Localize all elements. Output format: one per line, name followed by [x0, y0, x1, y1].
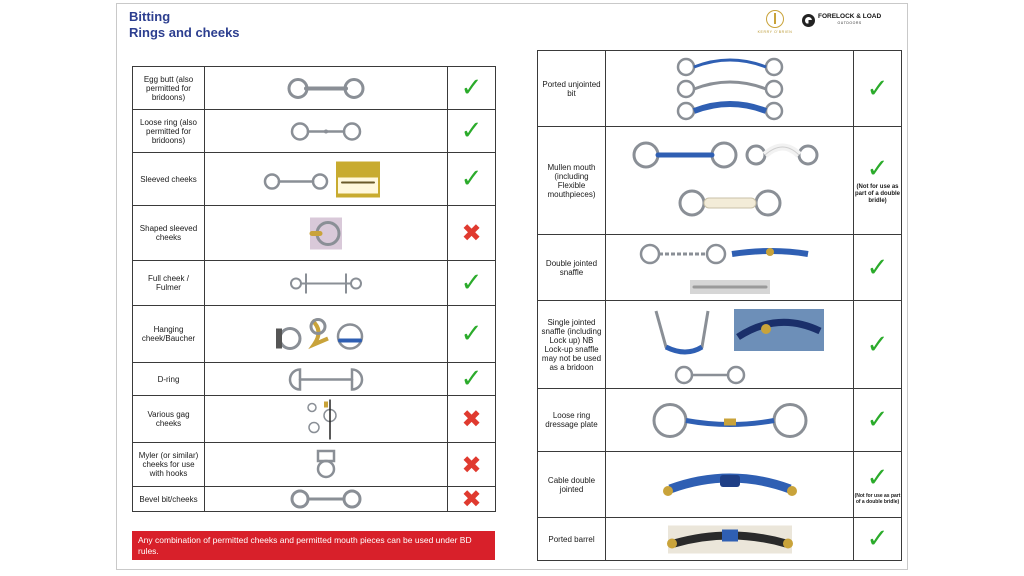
bit-image [206, 397, 446, 442]
bit-illustration [308, 399, 336, 439]
bit-type-label: Shaped sleeved cheeks [133, 206, 205, 261]
bit-image [206, 111, 446, 152]
bit-row [538, 235, 902, 301]
red-cross-icon: ✖ [461, 405, 482, 433]
bit-image [607, 52, 853, 126]
red-cross-icon: ✖ [461, 486, 482, 512]
bit-row [538, 301, 902, 389]
status-cell [854, 389, 902, 452]
status-cell [448, 110, 496, 153]
page-title [129, 9, 240, 41]
bit-image [206, 488, 446, 510]
bit-image-cell [205, 206, 448, 261]
bit-image-cell [606, 51, 854, 127]
bit-illustration [265, 161, 380, 197]
status-cell [448, 153, 496, 206]
bit-type-label: Mullen mouth (including Flexible mouthpieces) [538, 127, 606, 235]
bit-image-cell [205, 306, 448, 363]
brand-two-name: FORELOCK & LOAD [818, 13, 882, 20]
red-cross-icon: ✖ [461, 450, 482, 479]
bit-type-label: Double jointed snaffle [538, 235, 606, 301]
bit-type-label: Sleeved cheeks [133, 153, 205, 206]
status-cell [448, 261, 496, 306]
bit-image [206, 307, 446, 362]
bit-image-cell [205, 110, 448, 153]
bit-type-label: Bevel bit/cheeks [133, 487, 205, 512]
bit-image [607, 236, 853, 300]
bit-illustration [291, 273, 361, 293]
bit-image-cell [606, 235, 854, 301]
bit-illustration [318, 451, 334, 477]
status-cell [854, 235, 902, 301]
bit-image-cell [606, 389, 854, 452]
status-cell [854, 452, 902, 518]
bit-image-cell [205, 67, 448, 110]
bit-type-label: Ported barrel [538, 518, 606, 561]
bit-type-label: Hanging cheek/Baucher [133, 306, 205, 363]
bit-image [206, 68, 446, 109]
bit-row [133, 306, 496, 363]
bit-row [133, 396, 496, 443]
status-cell [448, 396, 496, 443]
bit-row [538, 452, 902, 518]
green-check-icon: ✓ [460, 73, 483, 103]
bit-type-label: Full cheek / Fulmer [133, 261, 205, 306]
slide [116, 3, 908, 570]
bit-type-label: Myler (or similar) cheeks for use with hooks [133, 443, 205, 487]
brand-ring-icon [766, 10, 784, 28]
status-cell [448, 443, 496, 487]
bit-illustration [292, 123, 360, 139]
green-check-icon: ✓ [866, 73, 889, 104]
bit-image [607, 519, 853, 560]
green-check-icon: ✓ [460, 268, 483, 298]
bit-illustration [292, 491, 360, 507]
bit-image [607, 390, 853, 451]
green-check-icon: ✓ [866, 524, 889, 554]
status-cell [854, 518, 902, 561]
bit-illustration [656, 309, 824, 383]
bit-type-label: Egg butt (also permitted for bridoons) [133, 67, 205, 110]
bit-illustration [678, 59, 782, 119]
bit-row [133, 153, 496, 206]
bit-image [206, 207, 446, 260]
title-line: Bitting [129, 9, 171, 24]
green-check-icon: ✓ [866, 462, 889, 493]
bit-image-cell [606, 127, 854, 235]
bit-row [133, 487, 496, 512]
bit-row [133, 110, 496, 153]
bit-row [133, 67, 496, 110]
status-cell [854, 127, 902, 235]
green-check-icon: ✓ [460, 319, 483, 349]
green-check-icon: ✓ [866, 252, 889, 283]
bit-image-cell [205, 396, 448, 443]
bit-image [206, 444, 446, 486]
brand-one-caption: KERRY O'BRIEN [757, 30, 793, 34]
status-cell [448, 363, 496, 396]
status-cell [854, 51, 902, 127]
status-cell [854, 301, 902, 389]
bit-type-label: Single jointed snaffle (including Lock up) NB Lock-up snaffle may not be used as a bridoon [538, 301, 606, 389]
bit-image [206, 154, 446, 205]
bit-illustration [290, 369, 362, 389]
bit-image [206, 262, 446, 305]
bit-type-label: Loose ring (also permitted for bridoons) [133, 110, 205, 153]
bit-row [538, 518, 902, 561]
bit-illustration [641, 245, 808, 294]
bit-row [133, 261, 496, 306]
brand-two-tag: OUTDOORS [837, 21, 862, 25]
bit-row [538, 127, 902, 235]
bit-illustration [276, 319, 362, 348]
status-cell [448, 306, 496, 363]
bit-image [607, 128, 853, 234]
status-note: (Not for use as part of a double bridle) [854, 492, 901, 505]
bit-image [206, 364, 446, 395]
bit-image-cell [205, 153, 448, 206]
bit-type-label: Loose ring dressage plate [538, 389, 606, 452]
green-check-icon: ✓ [866, 329, 889, 360]
bit-illustration [289, 79, 363, 97]
status-note: (Not for use as part of a double bridle) [855, 184, 900, 204]
bit-illustration [667, 525, 793, 553]
bit-row [133, 443, 496, 487]
bit-type-label: Ported unjointed bit [538, 51, 606, 127]
green-check-icon: ✓ [866, 154, 889, 184]
bit-row [133, 206, 496, 261]
green-check-icon: ✓ [460, 116, 483, 146]
red-cross-icon: ✖ [461, 219, 482, 247]
bit-row [133, 363, 496, 396]
rules-banner: Any combination of permitted cheeks and permitted mouth pieces can be used under BD rules. [132, 531, 495, 560]
bit-image-cell [606, 452, 854, 518]
bit-image-cell [205, 363, 448, 396]
bit-illustration [663, 475, 797, 496]
status-cell [448, 206, 496, 261]
green-check-icon: ✓ [866, 405, 889, 435]
status-cell [448, 67, 496, 110]
right-bitting-table [537, 50, 902, 561]
forelock-logo-icon [802, 14, 815, 27]
bit-type-label: D-ring [133, 363, 205, 396]
bit-image [607, 453, 853, 517]
bit-type-label: Various gag cheeks [133, 396, 205, 443]
bit-image [607, 302, 853, 388]
bit-image-cell [205, 443, 448, 487]
bit-image-cell [205, 261, 448, 306]
bit-illustration [634, 143, 817, 215]
brand-logo-one [757, 10, 793, 38]
bit-image-cell [205, 487, 448, 512]
bit-row [538, 389, 902, 452]
bit-illustration [654, 404, 806, 436]
green-check-icon: ✓ [460, 164, 483, 194]
status-cell [448, 487, 496, 512]
green-check-icon: ✓ [460, 364, 483, 394]
bit-row [538, 51, 902, 127]
bit-illustration [310, 217, 342, 249]
bit-image-cell [606, 301, 854, 389]
left-bitting-table [132, 66, 496, 512]
subtitle-line: Rings and cheeks [129, 25, 240, 40]
bit-image-cell [606, 518, 854, 561]
brand-logo-two [802, 13, 881, 27]
bit-type-label: Cable double jointed [538, 452, 606, 518]
